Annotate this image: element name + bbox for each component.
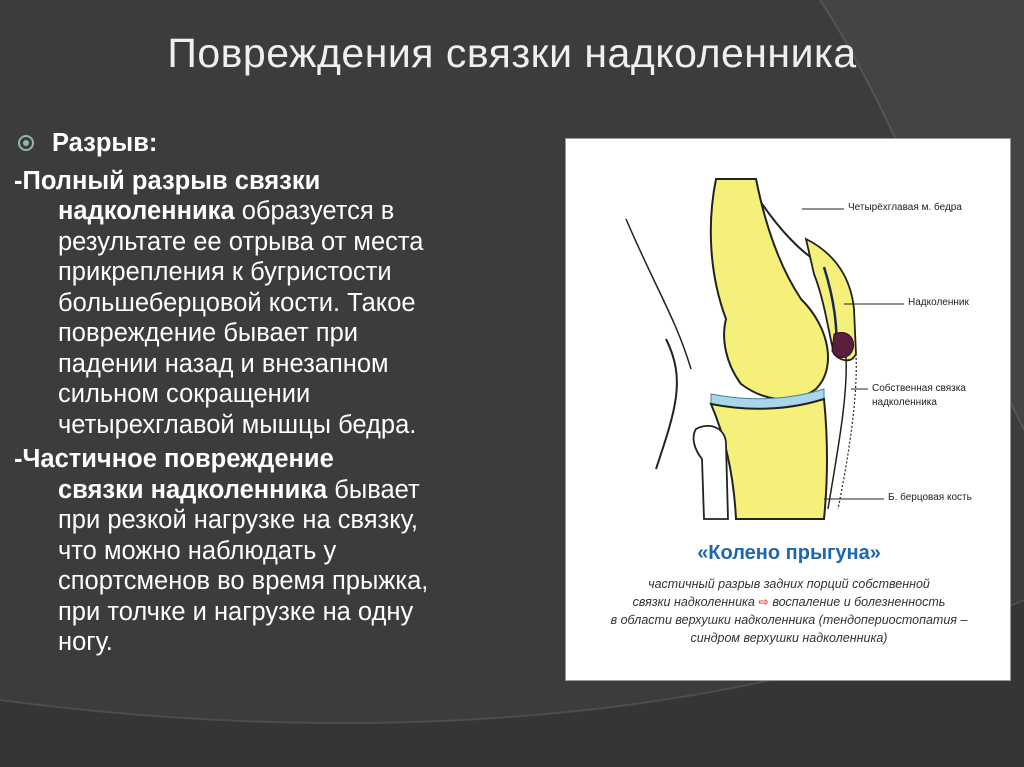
label-quadriceps: Четырёхглавая м. бедра	[848, 202, 962, 213]
paragraph-line: повреждение бывает при	[58, 319, 359, 347]
paragraph-line: падении назад и внезапном	[58, 349, 389, 378]
caption-line: связки надколенника ⇨ воспаление и болезненность	[632, 595, 946, 609]
right-arrow-icon: ⇨	[758, 595, 769, 609]
paragraph-line: результате ее отрыва от места	[58, 227, 424, 256]
paragraph-line: четырехглавой мышцы бедра.	[58, 410, 417, 439]
paragraph-line: прикрепления к бугристости	[58, 258, 392, 286]
knee-diagram	[566, 139, 1012, 539]
caption-line: частичный разрыв задних порций собственной	[648, 577, 930, 591]
paragraph-line: ногу.	[58, 628, 113, 656]
paragraph-line: большеберцовой кости. Такое	[58, 288, 416, 317]
paragraph-line: сильном сокращении	[58, 380, 311, 408]
figure-caption	[566, 575, 1012, 647]
label-ligament-2: надколенника	[872, 397, 937, 408]
caption-line: синдром верхушки надколенника)	[690, 631, 888, 645]
label-ligament-1: Собственная связка	[872, 383, 966, 394]
circle-bullet-icon	[18, 135, 34, 151]
paragraph-line: при резкой нагрузке на связку,	[58, 506, 418, 534]
paragraph-bold-line: -Полный разрыв связки	[14, 166, 321, 195]
label-patella: Надколенник	[908, 297, 969, 308]
paragraph-full-rupture	[14, 166, 559, 441]
paragraph-bold-line: -Частичное повреждение	[14, 445, 334, 473]
caption-line: в области верхушки надколенника (тендопериостопатия –	[610, 613, 968, 627]
paragraph-line: что можно наблюдать у	[58, 536, 337, 565]
page-title: Повреждения связки надколенника	[167, 30, 857, 76]
paragraph-partial-damage	[14, 444, 559, 658]
knee-illustration	[565, 138, 1011, 681]
paragraph-line: при толчке и нагрузке на одну	[58, 597, 414, 626]
label-tibia: Б. берцовая кость	[888, 492, 972, 503]
section-heading: Разрыв:	[52, 129, 158, 157]
paragraph-line: связки надколенника бывает	[58, 475, 420, 504]
paragraph-line: надколенника образуется в	[58, 197, 395, 225]
main-text	[14, 128, 559, 662]
section-heading-row	[14, 128, 559, 159]
paragraph-line: спортсменов во время прыжка,	[58, 567, 429, 595]
figure-title: «Колено прыгуна»	[697, 542, 881, 564]
